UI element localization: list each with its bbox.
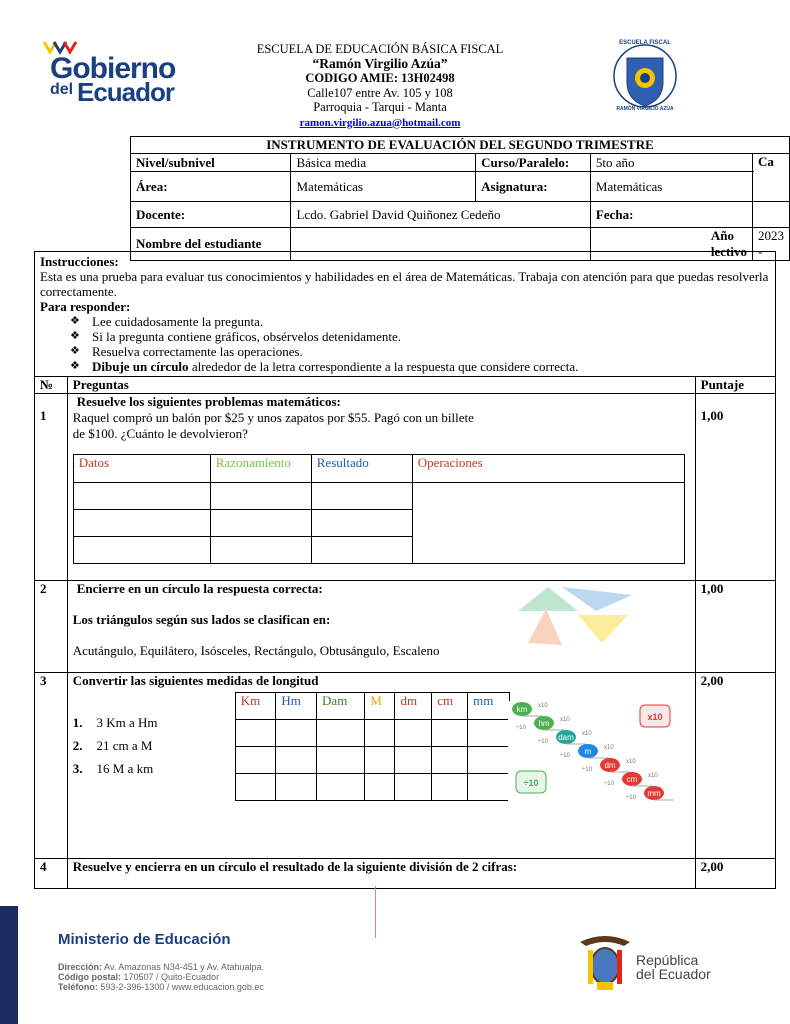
- q3-cell[interactable]: [432, 720, 468, 747]
- fecha-label: Fecha:: [590, 202, 752, 228]
- q3-cell[interactable]: [468, 774, 510, 801]
- x10-badge-label: x10: [647, 712, 663, 722]
- nombre-label: Nombre del estudiante: [131, 228, 291, 261]
- q3-cell[interactable]: [468, 720, 510, 747]
- stair-label: dam: [557, 733, 574, 742]
- logo-line1: Gobierno: [50, 52, 176, 85]
- d10-badge-label: ÷10: [523, 778, 539, 788]
- docente-value: Lcdo. Gabriel David Quiñonez Cedeño: [291, 202, 590, 228]
- stair-x10: x10: [581, 731, 592, 737]
- nivel-value: Básica media: [291, 154, 476, 172]
- q4-heading: Resuelve y encierra en un círculo el resultado de la siguiente división de 2 cifras:: [67, 859, 695, 889]
- q3-cell[interactable]: [317, 720, 365, 747]
- fecha-field[interactable]: [753, 202, 790, 228]
- stair-d10: ÷10: [515, 725, 526, 731]
- gobierno-logo: [40, 40, 190, 110]
- q2-score: 1,00: [695, 581, 775, 673]
- school-amie: CODIGO AMIE: 13H02498: [305, 71, 455, 85]
- ministry-name: Ministerio de Educación: [58, 931, 231, 948]
- bullet-4: ❖ Dibuje un círculo alrededor de la letra correspondiente a la respuesta que considere correcta.: [70, 359, 770, 374]
- q1-cell[interactable]: [73, 510, 210, 537]
- col-num: №: [35, 377, 68, 394]
- info-table: [130, 136, 790, 261]
- q3-heading: Convertir las siguientes medidas de longitud: [72, 673, 319, 688]
- q3-cell[interactable]: [395, 774, 432, 801]
- area-value: Matemáticas: [291, 172, 476, 202]
- q2-body: [67, 581, 695, 673]
- q3-cell[interactable]: [395, 747, 432, 774]
- unit-km: Km: [235, 693, 276, 720]
- stair-d10: ÷10: [559, 753, 570, 759]
- q1-cell[interactable]: [311, 483, 412, 510]
- extra-label: Ca: [753, 154, 790, 202]
- bullet-2: ❖ Si la pregunta contiene gráficos, obsérvelos detenidamente.: [70, 329, 770, 344]
- unit-hm: Hm: [276, 693, 317, 720]
- school-name: “Ramón Virgilio Azúa”: [312, 55, 448, 71]
- q3-num: 3: [35, 673, 68, 859]
- anio-label: Año lectivo: [590, 228, 752, 261]
- q3-cell[interactable]: [468, 747, 510, 774]
- unit-m: M: [365, 693, 395, 720]
- q1-num: 1: [35, 394, 68, 581]
- stair-x10: x10: [603, 745, 614, 751]
- q3-cell[interactable]: [276, 747, 317, 774]
- asignatura-value: Matemáticas: [590, 172, 752, 202]
- q3-cell[interactable]: [432, 747, 468, 774]
- school-address: Calle107 entre Av. 105 y 108: [307, 85, 453, 100]
- q3-cell[interactable]: [395, 720, 432, 747]
- stair-x10: x10: [559, 717, 570, 723]
- page-marker: [375, 886, 376, 938]
- stair-x10: x10: [625, 759, 636, 765]
- q1-body: [67, 394, 695, 581]
- footer-contact: Dirección: Av. Amazonas N34-451 y Av. Atahualpa. Código postal: 170507 / Quito-Ecuador Teléfono: 593-2-396-1300 / www.educacion.gob.ec: [58, 962, 264, 992]
- school-type: ESCUELA DE EDUCACIÓN BÁSICA FISCAL: [256, 42, 504, 56]
- q2-num: 2: [35, 581, 68, 673]
- q4-score: 2,00: [695, 859, 775, 889]
- q3-body: [67, 673, 695, 859]
- stair-d10: ÷10: [625, 795, 636, 801]
- exam-title: INSTRUMENTO DE EVALUACIÓN DEL SEGUNDO TRIMESTRE: [131, 137, 790, 154]
- q1-score: 1,00: [695, 394, 775, 581]
- q1-col-operaciones: Operaciones: [412, 455, 684, 483]
- q1-col-razonamiento: Razonamiento: [210, 455, 311, 483]
- unit-dam: Dam: [317, 693, 365, 720]
- stair-d10: ÷10: [581, 767, 592, 773]
- stair-label: mm: [647, 789, 661, 798]
- stair-d10: ÷10: [603, 781, 614, 787]
- seal-top-text: ESCUELA FISCAL: [619, 40, 671, 46]
- triangle-orange: [528, 609, 562, 645]
- instructions-text: Esta es una prueba para evaluar tus conocimientos y habilidades en el área de Matemáticas. Trabaja con atención para que puedas resolverla correctamente.: [40, 269, 769, 299]
- q2-heading: Encierre en un círculo la respuesta correcta:: [76, 581, 323, 596]
- q2-options: Acutángulo, Equilátero, Isósceles, Rectángulo, Obtusángulo, Escaleno: [72, 643, 440, 658]
- stair-label: hm: [538, 719, 550, 728]
- q1-cell[interactable]: [73, 537, 210, 564]
- area-label: Área:: [131, 172, 291, 202]
- q3-item: 2. 21 cm a M: [72, 738, 153, 753]
- q4-num: 4: [35, 859, 68, 889]
- q1-operaciones-area[interactable]: [412, 483, 684, 564]
- q1-col-datos: Datos: [73, 455, 210, 483]
- instructions-heading: Instrucciones:: [40, 254, 119, 269]
- asignatura-label: Asignatura:: [476, 172, 591, 202]
- curso-label: Curso/Paralelo:: [476, 154, 591, 172]
- school-email-link[interactable]: ramon.virgilio.azua@hotmail.com: [299, 116, 461, 129]
- q3-units-table: [235, 692, 510, 801]
- q1-col-resultado: Resultado: [311, 455, 412, 483]
- q1-text1: Raquel compró un balón por $25 y unos zapatos por $55. Pagó con un billete: [72, 410, 474, 425]
- q3-cell[interactable]: [365, 720, 395, 747]
- logo-del: del: [50, 81, 74, 98]
- stair-label: m: [584, 747, 592, 756]
- school-parish: Parroquia - Tarqui - Manta: [313, 100, 447, 114]
- coat-of-arms-icon: [574, 932, 636, 994]
- unit-staircase-image: [508, 693, 684, 809]
- q3-cell[interactable]: [317, 747, 365, 774]
- q1-cell[interactable]: [210, 510, 311, 537]
- unit-dm: dm: [395, 693, 432, 720]
- stair-label: km: [516, 705, 528, 714]
- q3-score: 2,00: [695, 673, 775, 859]
- bullet-3: ❖ Resuelva correctamente las operaciones.: [70, 344, 770, 359]
- col-preguntas: Preguntas: [67, 377, 695, 394]
- unit-cm: cm: [432, 693, 468, 720]
- q1-work-table: [73, 454, 685, 564]
- nivel-label: Nivel/subnivel: [131, 154, 291, 172]
- q3-cell[interactable]: [432, 774, 468, 801]
- triangles-image: [514, 583, 634, 649]
- q1-cell[interactable]: [73, 483, 210, 510]
- q1-cell[interactable]: [311, 510, 412, 537]
- unit-mm: mm: [468, 693, 510, 720]
- q3-cell[interactable]: [365, 747, 395, 774]
- stair-x10: x10: [537, 703, 548, 709]
- q3-cell[interactable]: [276, 774, 317, 801]
- stair-x10: x10: [647, 773, 658, 779]
- bullet-1: ❖ Lee cuidadosamente la pregunta.: [70, 314, 770, 329]
- anio-value: 2023 -: [753, 228, 790, 261]
- triangle-yellow: [578, 615, 628, 643]
- q3-cell[interactable]: [317, 774, 365, 801]
- stair-label: cm: [626, 775, 638, 784]
- stair-label: dm: [604, 761, 616, 770]
- col-puntaje: Puntaje: [695, 377, 775, 394]
- q1-text2: de $100. ¿Cuánto le devolvieron?: [72, 426, 248, 441]
- q3-item: 1. 3 Km a Hm: [72, 715, 158, 730]
- stair-d10: ÷10: [537, 739, 548, 745]
- seal-bottom-text: RAMÓN VIRGILIO AZÚA: [616, 106, 674, 112]
- docente-label: Docente:: [131, 202, 291, 228]
- curso-value: 5to año: [590, 154, 752, 172]
- republica-text: República del Ecuador: [636, 952, 711, 982]
- logo-line2: Ecuador: [77, 77, 175, 107]
- q1-cell[interactable]: [210, 483, 311, 510]
- q1-heading: Resuelve los siguientes problemas matemáticos:: [76, 394, 341, 409]
- q1-cell[interactable]: [210, 537, 311, 564]
- q3-cell[interactable]: [235, 747, 276, 774]
- footer-bar: [0, 906, 18, 1024]
- q3-cell[interactable]: [276, 720, 317, 747]
- school-header: [250, 42, 510, 130]
- school-shield-icon: [612, 40, 678, 114]
- respond-heading: Para responder:: [40, 299, 131, 314]
- q1-cell[interactable]: [311, 537, 412, 564]
- instructions: [35, 252, 776, 377]
- q3-cell[interactable]: [235, 720, 276, 747]
- exam-table: [34, 251, 776, 889]
- q3-item: 3. 16 M a km: [72, 761, 154, 776]
- q2-sub: Los triángulos según sus lados se clasifican en:: [72, 612, 331, 627]
- q3-cell[interactable]: [365, 774, 395, 801]
- q3-cell[interactable]: [235, 774, 276, 801]
- school-seal: [612, 40, 678, 114]
